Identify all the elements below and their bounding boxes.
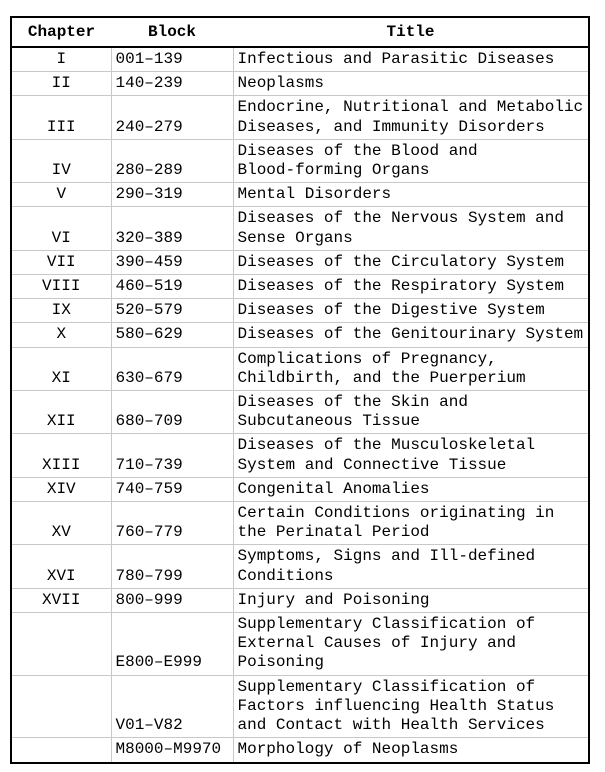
title-cell: Certain Conditions originating in the Perinatal Period <box>233 502 588 545</box>
chapter-cell: XVI <box>12 545 111 588</box>
chapter-cell: VI <box>12 207 111 250</box>
block-cell: E800–E999 <box>111 613 233 676</box>
title-cell: Mental Disorders <box>233 183 588 207</box>
chapter-cell <box>12 675 111 738</box>
chapter-cell: III <box>12 96 111 139</box>
block-cell: 240–279 <box>111 96 233 139</box>
header-block: Block <box>111 18 233 47</box>
block-cell: 580–629 <box>111 323 233 347</box>
chapter-cell: V <box>12 183 111 207</box>
table-row <box>12 545 588 588</box>
block-cell: 780–799 <box>111 545 233 588</box>
block-cell: 390–459 <box>111 250 233 274</box>
table-row <box>12 72 588 96</box>
block-cell: 460–519 <box>111 275 233 299</box>
title-cell: Diseases of the Musculoskeletal System and Connective Tissue <box>233 434 588 477</box>
title-cell: Diseases of the Nervous System and Sense Organs <box>233 207 588 250</box>
table-row <box>12 323 588 347</box>
block-cell: 760–779 <box>111 502 233 545</box>
block-cell: 680–709 <box>111 391 233 434</box>
title-cell: Diseases of the Skin and Subcutaneous Tissue <box>233 391 588 434</box>
chapter-cell: XIII <box>12 434 111 477</box>
title-cell: Diseases of the Respiratory System <box>233 275 588 299</box>
chapter-cell: XII <box>12 391 111 434</box>
chapter-cell: IV <box>12 139 111 182</box>
table-row <box>12 613 588 676</box>
table-row <box>12 434 588 477</box>
title-cell: Congenital Anomalies <box>233 477 588 501</box>
title-cell: Complications of Pregnancy, Childbirth, and the Puerperium <box>233 347 588 390</box>
table-row <box>12 588 588 612</box>
table-row <box>12 183 588 207</box>
title-cell: Symptoms, Signs and Ill-defined Conditions <box>233 545 588 588</box>
icd9-chapter-table-frame <box>10 16 590 764</box>
block-cell: M8000–M9970 <box>111 738 233 762</box>
table-row <box>12 502 588 545</box>
title-cell: Infectious and Parasitic Diseases <box>233 47 588 72</box>
table-row <box>12 738 588 762</box>
table-row <box>12 675 588 738</box>
chapter-cell: II <box>12 72 111 96</box>
table-row <box>12 250 588 274</box>
chapter-cell: XI <box>12 347 111 390</box>
block-cell: 800–999 <box>111 588 233 612</box>
chapter-cell: VIII <box>12 275 111 299</box>
table-row <box>12 47 588 72</box>
block-cell: 140–239 <box>111 72 233 96</box>
table-row <box>12 207 588 250</box>
block-cell: 740–759 <box>111 477 233 501</box>
chapter-cell: XV <box>12 502 111 545</box>
title-cell: Supplementary Classification of Factors influencing Health Status and Contact with Health Services <box>233 675 588 738</box>
block-cell: 290–319 <box>111 183 233 207</box>
chapter-cell: IX <box>12 299 111 323</box>
header-title: Title <box>233 18 588 47</box>
table-row <box>12 477 588 501</box>
title-cell: Morphology of Neoplasms <box>233 738 588 762</box>
header-row <box>12 18 588 47</box>
chapter-cell: XVII <box>12 588 111 612</box>
block-cell: 630–679 <box>111 347 233 390</box>
table-row <box>12 96 588 139</box>
header-chapter: Chapter <box>12 18 111 47</box>
table-row <box>12 347 588 390</box>
chapter-cell: VII <box>12 250 111 274</box>
title-cell: Endocrine, Nutritional and Metabolic Diseases, and Immunity Disorders <box>233 96 588 139</box>
table-row <box>12 299 588 323</box>
table-row <box>12 275 588 299</box>
title-cell: Diseases of the Genitourinary System <box>233 323 588 347</box>
chapter-cell: X <box>12 323 111 347</box>
chapter-cell: I <box>56 50 67 68</box>
table-row <box>12 391 588 434</box>
block-cell: 001–139 <box>111 47 233 72</box>
icd9-chapter-table <box>12 18 588 762</box>
chapter-cell: XIV <box>12 477 111 501</box>
chapter-cell <box>12 613 111 676</box>
title-cell: Diseases of the Circulatory System <box>233 250 588 274</box>
title-cell: Neoplasms <box>233 72 588 96</box>
chapter-cell <box>12 738 111 762</box>
block-cell: 520–579 <box>111 299 233 323</box>
title-cell: Diseases of the Digestive System <box>233 299 588 323</box>
table-row <box>12 139 588 182</box>
table-header <box>12 18 588 47</box>
block-cell: 710–739 <box>111 434 233 477</box>
table-body <box>12 47 588 762</box>
title-cell: Diseases of the Blood and Blood-forming Organs <box>233 139 588 182</box>
title-cell: Supplementary Classification of External Causes of Injury and Poisoning <box>233 613 588 676</box>
title-cell: Injury and Poisoning <box>233 588 588 612</box>
block-cell: V01–V82 <box>111 675 233 738</box>
block-cell: 320–389 <box>111 207 233 250</box>
block-cell: 280–289 <box>111 139 233 182</box>
